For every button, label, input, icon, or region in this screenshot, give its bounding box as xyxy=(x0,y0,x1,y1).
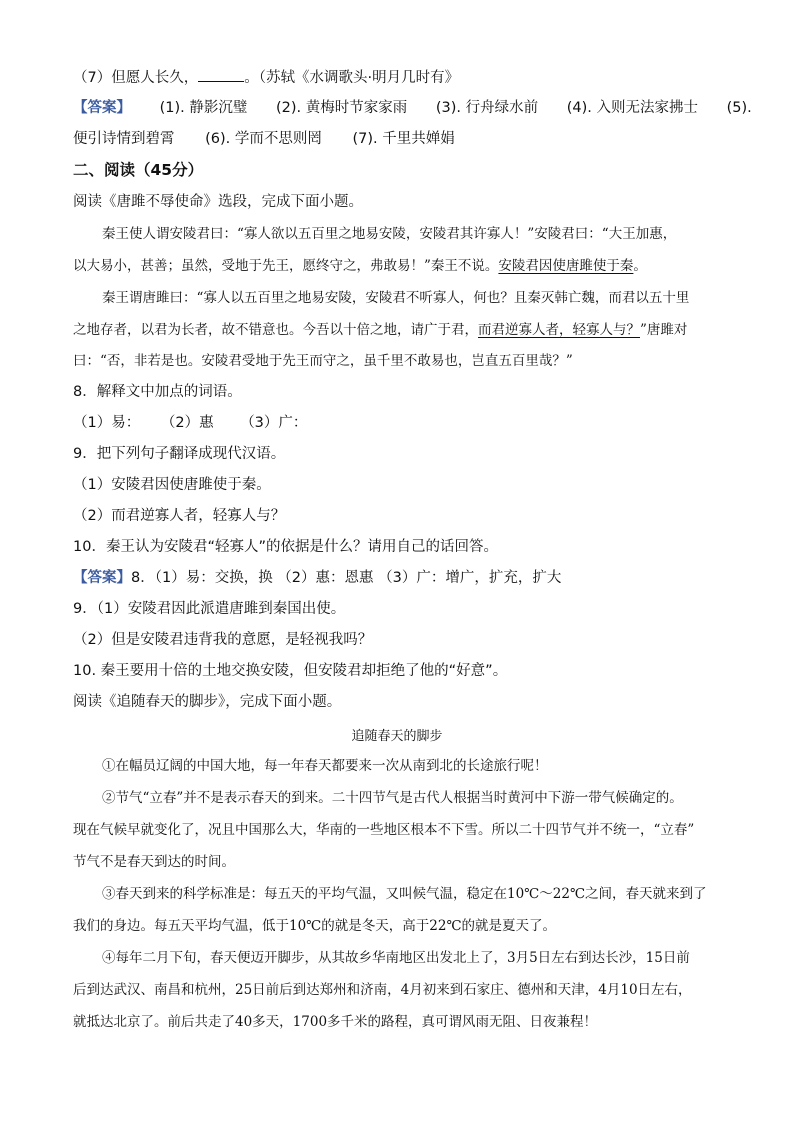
answer-tag: 【答案】 xyxy=(73,570,131,586)
answer-item-5: 便引诗情到碧霄 xyxy=(73,131,175,147)
question-8-item-2: （2）惠 xyxy=(160,415,214,431)
answer-2-line xyxy=(73,568,561,588)
answer-item-5-number: (5). xyxy=(726,100,752,116)
question-7-text: （7）但愿人长久， xyxy=(73,70,199,86)
passage-2-line: ①在幅员辽阔的中国大地，每一年春天都要来一次从南到北的长途旅行呢！ xyxy=(102,758,548,774)
answer-item-4: (4). 入则无法家拂士 xyxy=(566,100,698,116)
passage-1-line: 曰：“否，非若是也。安陵君受地于先王而守之，虽千里不敢易也，岂直五百里哉？” xyxy=(73,353,573,369)
question-8-item-3: （3）广： xyxy=(240,415,308,431)
answer-tag: 【答案】 xyxy=(73,100,131,116)
passage-2-title: 追随春天的脚步 xyxy=(351,729,443,744)
passage-1-line xyxy=(73,320,687,340)
answer-item-6: (6). 学而不思则罔 xyxy=(205,131,322,147)
passage-2-line: ②节气“立春”并不是表示春天的到来。二十四节气是古代人根据当时黄河中下游一带气候确定的。 xyxy=(102,790,683,806)
question-9: 9．把下列句子翻译成现代汉语。 xyxy=(73,446,286,462)
section-heading: 二、阅读（45分） xyxy=(73,161,204,179)
answer-9-1: 9．（1）安陵君因此派遣唐雎到秦国出使。 xyxy=(73,601,346,617)
passage-1-line: 秦王使人谓安陵君曰：“寡人欲以五百里之地易安陵，安陵君其许寡人！”安陵君曰：“大王加惠， xyxy=(102,226,677,242)
question-7-line xyxy=(73,67,459,88)
answer-blank xyxy=(198,67,244,82)
question-10: 10．秦王认为安陵君“轻寡人”的依据是什么？请用自己的话回答。 xyxy=(73,539,498,555)
question-8-item-1: （1）易： xyxy=(73,415,141,431)
reading-intro-2: 阅读《追随春天的脚步》，完成下面小题。 xyxy=(73,694,342,710)
passage-2-line: 现在气候早就变化了，况且中国那么大，华南的一些地区根本不下雪。所以二十四节气并不统一，“立春” xyxy=(73,822,695,838)
passage-2-line: 就抵达北京了。前后共走了40多天，1700多千米的路程，真可谓风雨无阻、日夜兼程！ xyxy=(73,1014,598,1030)
passage-text: 。 xyxy=(633,258,647,274)
answer-10: 10. 秦王要用十倍的土地交换安陵，但安陵君却拒绝了他的“好意”。 xyxy=(73,663,508,679)
underlined-sentence-2: 而君逆寡人者，轻寡人与？ xyxy=(478,322,640,338)
question-9-item-2: （2）而君逆寡人者，轻寡人与？ xyxy=(73,508,286,524)
answer-line-1 xyxy=(73,98,752,118)
question-8-items xyxy=(73,413,307,433)
passage-text: ”唐雎对 xyxy=(640,322,688,338)
passage-1-line: 秦王谓唐雎曰：“寡人以五百里之地易安陵，安陵君不听寡人，何也？且秦灭韩亡魏，而君以五十里 xyxy=(102,290,690,306)
answer-item-1: (1). 静影沉璧 xyxy=(159,100,248,116)
answer-item-2: (2). 黄梅时节家家雨 xyxy=(275,100,408,116)
passage-2-line: 我们的身边。每五天平均气温，低于10℃的就是冬天，高于22℃的就是夏天了。 xyxy=(73,918,557,934)
passage-2-line: 后到达武汉、南昌和杭州，25日前后到达郑州和济南，4月初来到石家庄、德州和天津，4月10日左右， xyxy=(73,982,692,998)
passage-2-line: ④每年二月下旬，春天便迈开脚步，从其故乡华南地区出发北上了，3月5日左右到达长沙，15日前 xyxy=(102,950,690,966)
passage-text: 之地存者，以君为长者，故不错意也。今吾以十倍之地，请广于君， xyxy=(73,322,478,338)
passage-text: 以大易小，甚善；虽然，受地于先王，愿终守之，弗敢易！”秦王不说。 xyxy=(73,258,499,274)
passage-2-line: 节气不是春天到达的时间。 xyxy=(73,854,235,870)
underlined-sentence-1: 安陵君因使唐雎使于秦 xyxy=(498,258,634,274)
answer-item-3: (3). 行舟绿水前 xyxy=(435,100,539,116)
answer-item-7: (7). 千里共婵娟 xyxy=(352,131,455,147)
passage-1-line xyxy=(73,256,647,276)
passage-2-line: ③春天到来的科学标准是：每五天的平均气温，又叫候气温，稳定在10℃～22℃之间，春天就来到了 xyxy=(102,886,707,902)
answer-8: 8．（1）易：交换，换 （2）惠：恩惠 （3）广：增广，扩充，扩大 xyxy=(131,570,562,586)
question-9-item-1: （1）安陵君因使唐雎使于秦。 xyxy=(73,477,271,493)
question-8: 8．解释文中加点的词语。 xyxy=(73,384,242,400)
reading-intro-1: 阅读《唐雎不辱使命》选段，完成下面小题。 xyxy=(73,194,363,210)
answer-9-2: （2）但是安陵君违背我的意愿，是轻视我吗？ xyxy=(73,632,373,648)
answer-line-2 xyxy=(73,129,455,149)
question-7-source: 。（苏轼《水调歌头·明月几时有》 xyxy=(244,70,460,86)
